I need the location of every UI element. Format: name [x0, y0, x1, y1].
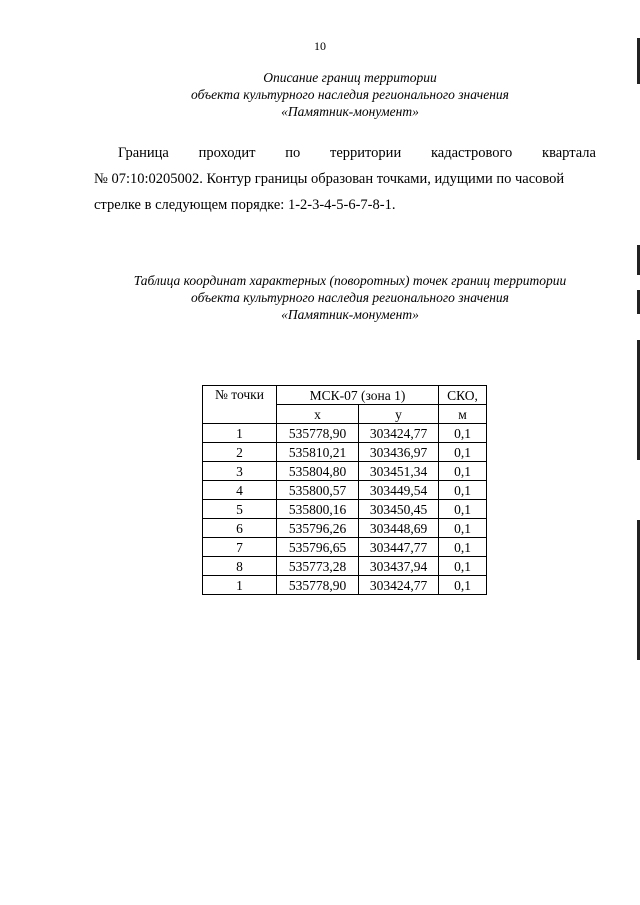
- page-number: 10: [314, 39, 326, 53]
- cell-sko: 0,1: [439, 557, 487, 576]
- description-title: [60, 69, 640, 120]
- cell-x: 535800,16: [277, 500, 359, 519]
- cell-point: 1: [203, 576, 277, 595]
- table-row: [203, 481, 487, 500]
- cell-x: 535773,28: [277, 557, 359, 576]
- cell-y: 303451,34: [359, 462, 439, 481]
- paragraph-line-3: стрелке в следующем порядке: 1-2-3-4-5-6-7-8-1.: [94, 197, 396, 213]
- table-row: [203, 557, 487, 576]
- cell-point: 7: [203, 538, 277, 557]
- paragraph-word: Граница: [118, 145, 169, 161]
- cell-sko: 0,1: [439, 519, 487, 538]
- cell-y: 303437,94: [359, 557, 439, 576]
- table-row: [203, 462, 487, 481]
- cell-y: 303447,77: [359, 538, 439, 557]
- table-row: [203, 500, 487, 519]
- cell-y: 303436,97: [359, 443, 439, 462]
- cell-y: 303424,77: [359, 576, 439, 595]
- cell-sko: 0,1: [439, 500, 487, 519]
- paragraph-line-2: № 07:10:0205002. Контур границы образован точками, идущими по часовой: [94, 171, 565, 187]
- cell-sko: 0,1: [439, 424, 487, 443]
- cell-y: 303449,54: [359, 481, 439, 500]
- coordinates-table: [202, 385, 487, 595]
- paragraph-line-1: [94, 140, 596, 166]
- table-row: [203, 576, 487, 595]
- cell-x: 535800,57: [277, 481, 359, 500]
- cell-sko: 0,1: [439, 538, 487, 557]
- header-point-no: № точки: [203, 386, 277, 424]
- cell-point: 8: [203, 557, 277, 576]
- cell-sko: 0,1: [439, 576, 487, 595]
- description-title-line-2: объекта культурного наследия регионального значения: [191, 87, 509, 102]
- boundary-description: [94, 140, 596, 218]
- description-title-line-1: Описание границ территории: [263, 70, 437, 85]
- cell-point: 1: [203, 424, 277, 443]
- header-x: x: [277, 405, 359, 424]
- paragraph-word: территории: [330, 145, 402, 161]
- cell-y: 303450,45: [359, 500, 439, 519]
- paragraph-word: квартала: [542, 145, 596, 161]
- cell-x: 535804,80: [277, 462, 359, 481]
- cell-sko: 0,1: [439, 481, 487, 500]
- table-row: [203, 519, 487, 538]
- table-title-line-2: объекта культурного наследия регионального значения: [191, 290, 509, 305]
- cell-point: 6: [203, 519, 277, 538]
- table-row: [203, 538, 487, 557]
- description-title-line-3: «Памятник-монумент»: [281, 104, 419, 119]
- paragraph-word: кадастрового: [430, 145, 513, 161]
- cell-x: 535778,90: [277, 576, 359, 595]
- table-row: [203, 443, 487, 462]
- header-sko-unit: м: [439, 405, 487, 424]
- cell-point: 4: [203, 481, 277, 500]
- table-row: [203, 424, 487, 443]
- cell-point: 2: [203, 443, 277, 462]
- cell-point: 5: [203, 500, 277, 519]
- cell-sko: 0,1: [439, 462, 487, 481]
- cell-x: 535778,90: [277, 424, 359, 443]
- header-sko: СКО,: [439, 386, 487, 405]
- cell-y: 303424,77: [359, 424, 439, 443]
- cell-x: 535810,21: [277, 443, 359, 462]
- cell-point: 3: [203, 462, 277, 481]
- cell-y: 303448,69: [359, 519, 439, 538]
- header-y: y: [359, 405, 439, 424]
- cell-x: 535796,65: [277, 538, 359, 557]
- table-title: [60, 272, 640, 323]
- paragraph-word: по: [285, 145, 301, 161]
- table-title-line-3: «Памятник-монумент»: [281, 307, 419, 322]
- cell-x: 535796,26: [277, 519, 359, 538]
- header-coordinate-system: МСК-07 (зона 1): [277, 386, 439, 405]
- paragraph-word: проходит: [198, 145, 256, 161]
- cell-sko: 0,1: [439, 443, 487, 462]
- table-title-line-1: Таблица координат характерных (поворотных) точек границ территории: [133, 273, 567, 288]
